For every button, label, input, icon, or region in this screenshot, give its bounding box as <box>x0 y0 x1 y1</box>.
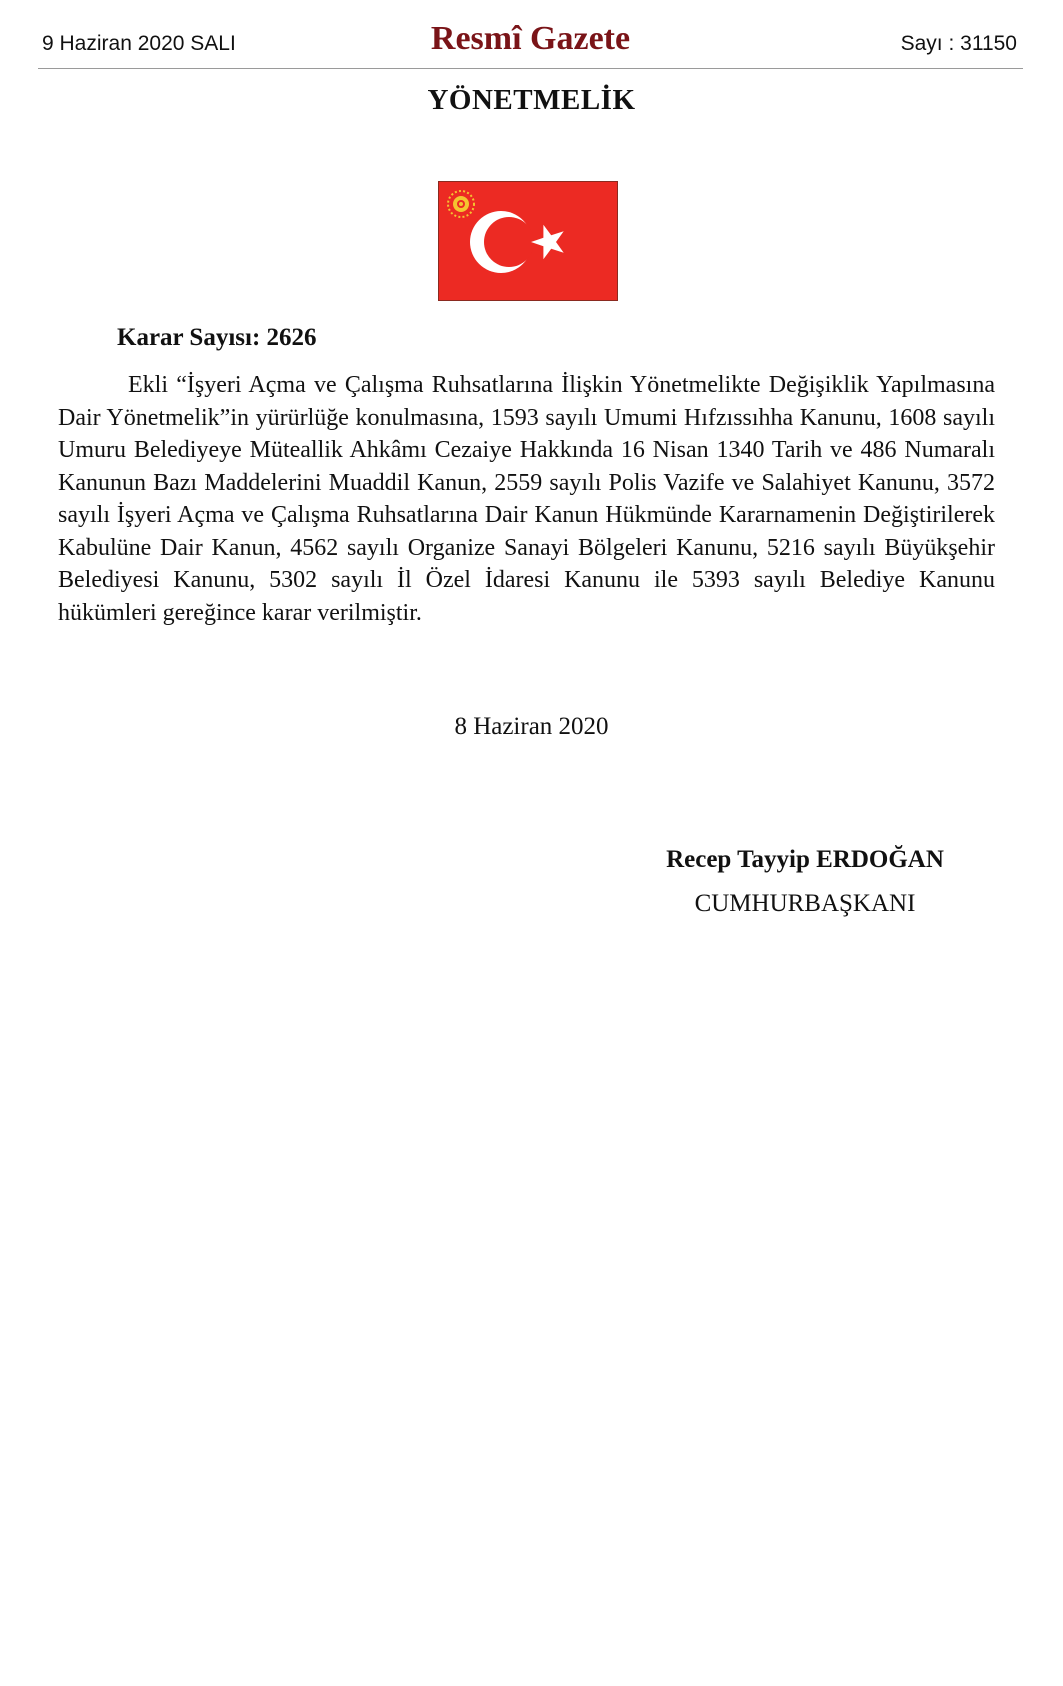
decision-number: Karar Sayısı: 2626 <box>117 324 317 351</box>
gazette-header <box>38 18 1023 69</box>
gazette-title: Resmî Gazete <box>430 20 631 57</box>
signer-name: Recep Tayyip ERDOĞAN <box>666 846 944 873</box>
issue-number: Sayı : 31150 <box>900 32 1017 55</box>
signer-title: CUMHURBAŞKANI <box>694 890 916 917</box>
section-title: YÖNETMELİK <box>427 84 636 116</box>
turkish-flag-icon <box>438 181 618 301</box>
signature-date: 8 Haziran 2020 <box>454 713 609 740</box>
publication-date: 9 Haziran 2020 SALI <box>42 32 236 55</box>
decision-body-text: Ekli “İşyeri Açma ve Çalışma Ruhsatlarına İlişkin Yönetmelikte Değişiklik Yapılmasına Dair Yönetmelik”in yürürlüğe konulmasına, 1593 sayılı Umumi Hıfzıssıhha Kanunu, 1608 sayılı Umuru Belediyeye Müteallik Ahkâmı Cezaiye Hakkında 16 Nisan 1340 Tarih ve 486 Numaralı Kanunun Bazı Maddelerini Muaddil Kanun, 2559 sayılı Polis Vazife ve Salahiyet Kanunu, 3572 sayılı İşyeri Açma ve Çalışma Ruhsatlarına Dair Kanun Hükmünde Kararnamenin Değiştirilerek Kabulüne Dair Kanun, 4562 sayılı Organize Sanayi Bölgeleri Kanunu, 5216 sayılı Büyükşehir Belediyesi Kanunu, 5302 sayılı İl Özel İdaresi Kanunu ile 5393 sayılı Belediye Kanunu hükümleri gereğince karar verilmiştir. <box>58 372 995 626</box>
